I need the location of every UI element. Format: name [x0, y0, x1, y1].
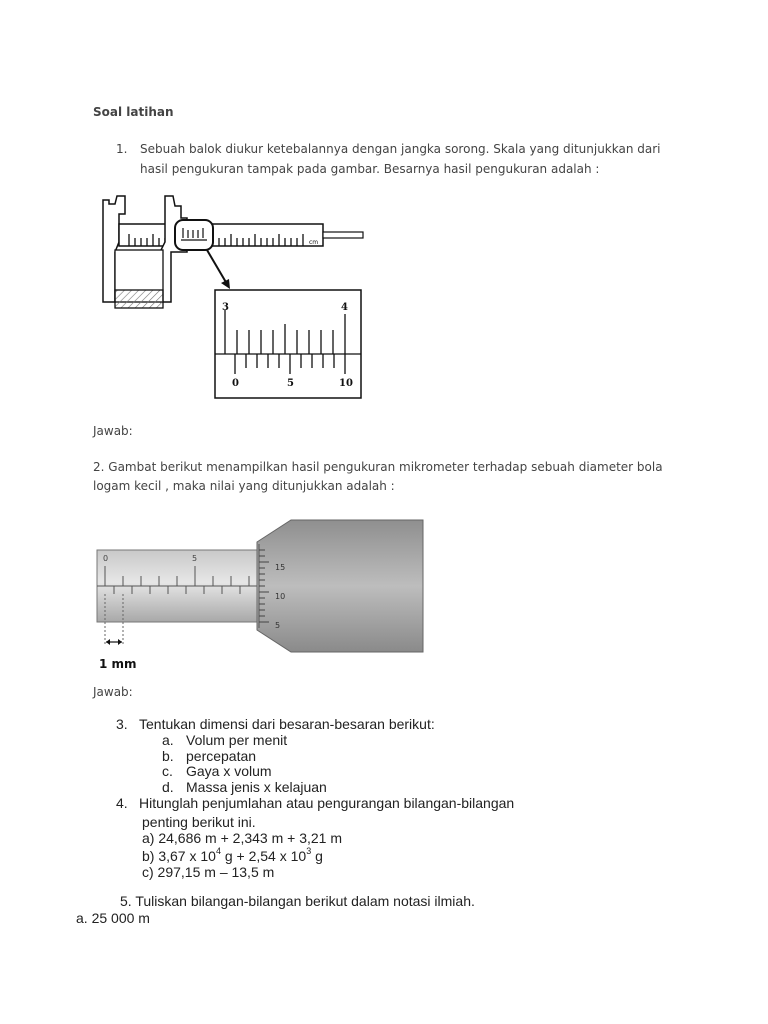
q5-text: 5. Tuliskan bilangan-bilangan berikut dalam notasi ilmiah. [120, 893, 475, 909]
q1-answer-label: Jawab: [93, 424, 133, 438]
q3-number: 3. [116, 716, 128, 732]
q3-item-c: Gaya x volum [186, 763, 272, 779]
unit-label: cm [309, 239, 319, 246]
q3-text: Tentukan dimensi dari besaran-besaran berikut: [139, 716, 435, 732]
q3-item-b: percepatan [186, 748, 257, 764]
q4-item-c: c) 297,15 m – 13,5 m [142, 864, 275, 880]
q2-text-line1: 2. Gambat berikut menampilkan hasil pengukuran mikrometer terhadap sebuah diameter bola [93, 460, 663, 474]
q3-item-d-letter: d. [162, 779, 174, 795]
q3-item-a: Volum per menit [186, 732, 288, 748]
q3-item-b-letter: b. [162, 748, 174, 764]
q4-number: 4. [116, 795, 128, 811]
q1-number: 1. [116, 142, 128, 156]
q1-text-line1: Sebuah balok diukur ketebalannya dengan jangka sorong. Skala yang ditunjukkan dari [140, 142, 661, 156]
main-scale-label-3: 3 [222, 302, 229, 313]
main-scale-label-4: 4 [341, 302, 348, 313]
vernier-window [175, 220, 213, 250]
q4-text-line2: penting berikut ini. [142, 814, 256, 830]
q1-text-line2: hasil pengukuran tampak pada gambar. Besarnya hasil pengukuran adalah : [140, 162, 600, 176]
vernier-label-0: 0 [232, 378, 239, 389]
thimble-label-15: 15 [275, 563, 286, 572]
spacing-label: 1 mm [99, 657, 137, 671]
hatched-base [115, 290, 163, 308]
q2-text-line2: logam kecil , maka nilai yang ditunjukkan adalah : [93, 479, 395, 493]
q4-item-a: a) 24,686 m + 2,343 m + 3,21 m [142, 830, 343, 846]
thimble-label-5: 5 [275, 621, 281, 630]
micrometer-figure [95, 518, 427, 674]
sleeve-label-5: 5 [192, 554, 198, 563]
q4-text-line1: Hitunglah penjumlahan atau pengurangan bilangan-bilangan [139, 795, 515, 811]
q4-item-b: b) 3,67 x $10^4$ g + 2,54 x $10^3$ g [142, 846, 323, 864]
vernier-label-5: 5 [287, 378, 294, 389]
depth-rod [323, 232, 363, 238]
sleeve-label-0: 0 [103, 554, 109, 563]
q3-item-c-letter: c. [162, 763, 173, 779]
vernier-caliper-figure [95, 192, 367, 404]
q3-item-a-letter: a. [162, 732, 174, 748]
page-title: Soal latihan [93, 105, 174, 119]
q2-answer-label: Jawab: [93, 685, 133, 699]
vernier-label-10: 10 [339, 378, 353, 389]
q5-item-a: a. 25 000 m [76, 910, 150, 926]
thimble-label-10: 10 [275, 592, 286, 601]
q3-item-d: Massa jenis x kelajuan [186, 779, 327, 795]
micrometer-thimble [257, 520, 423, 652]
main-beam [119, 224, 323, 246]
